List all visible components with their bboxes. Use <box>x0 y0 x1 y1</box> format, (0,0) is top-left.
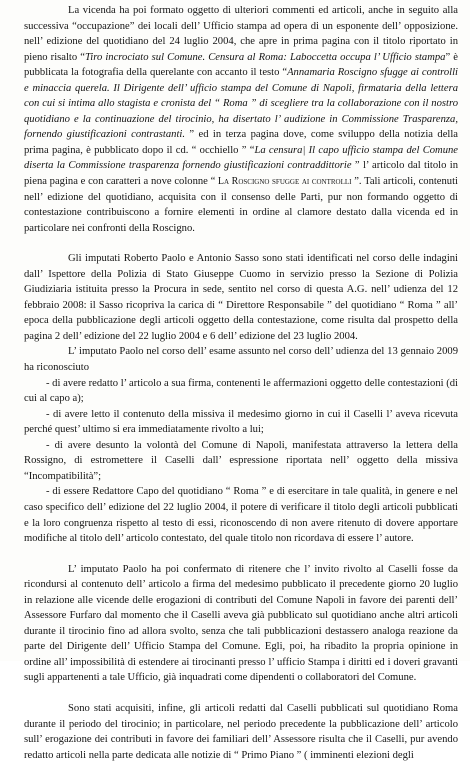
list-item-admission-3: - di avere desunto la volontà del Comune di Napoli, manifestata attraverso la lettera della Rossigno, di estromettere il Caselli dall’ espressione riportata nell’ oggetto della missiva “Incompatibilità”; <box>24 439 458 482</box>
paragraph-paolo-examination: L’ imputato Paolo nel corso dell’ esame assunto nel corso dell’ udienza del 13 gennaio 2009 ha riconosciuto <box>24 346 458 374</box>
list-item-admission-1: - di avere redatto l’ articolo a sua firma, contenenti le affermazioni oggetto delle contestazioni (di cui al capo a); <box>24 377 459 405</box>
p1-text-i: ”. Tali articoli, contenuti nell’ edizione del quotidiano, acquisita con il consenso delle Parti, pur non formando oggetto di contestazione contribuiscono a fornire elementi in ordine al clamore destato dalla vicenda ed in particolare nei confronti della Roscigno. <box>24 176 458 234</box>
paragraph-paolo-confirmation: L’ imputato Paolo ha poi confermato di ritenere che l’ invito rivolto al Caselli fosse da ricondursi al contenuto dell’ articolo a firma del medesimo pubblicato il precedente giorno 20 luglio in relazione alle vicende delle erogazioni di contributi del Comune Napoli in favore dei parenti dell’ Assessore Furfaro dal momento che il Caselli aveva già pubblicato sul quotidiano anche altri articoli durante il tirocinio fino ad allora svolto, senza che tali pubblicazioni destassero analoga reazione da parte del Dirigente dell’ Ufficio Stampa del Comune. Egli, poi, ha ribadito la propria opinione in ordine all’ impossibilità di estendere ai tirocinanti presso l’ ufficio Stampa i diritti ed i doveri gravanti sugli appartenenti a tale Ufficio, già inquadrati come dipendenti o collaboratori del Comune. <box>24 563 458 684</box>
list-item-admission-2: - di avere letto il contenuto della missiva il medesimo giorno in cui il Caselli l’ aveva ricevuta perché quest’ ultimo si era immediatamente rivolto a lui; <box>24 408 458 436</box>
p1-nine-column-title: La Roscigno sfugge ai controlli <box>215 176 352 188</box>
p1-photo-caption: Annamaria Roscigno sfugge ai controlli e minaccia querela. Il Dirigente dell’ ufficio stampa del Comune di Napoli, firmataria della lettera con cui si intima allo stagista e cronista del “ Roma ” di scegliere tra la collaborazione con il nostro quotidiano e la continuazione del tirocinio, ha disertato l’ audizione in Commissione Trasparenza, fornendo giustificazioni contrastanti. <box>24 67 458 141</box>
paragraph-acquired-articles: Sono stati acquisiti, infine, gli articoli redatti dal Caselli pubblicati sul quotidiano Roma durante il periodo del tirocinio; in particolare, nel periodo precedente la pubblicazione dell’ articolo sull’ erogazione dei contributi in favore dei familiari dell’ Assessore risulta che il Caselli, pur avendo redatto articoli nella parte dedicata alle notizie di “ Primo Piano ” ( imminenti elezioni degli <box>24 702 458 761</box>
p1-text-a: La vicenda ha poi formato oggetto di ulteriori commenti ed articoli, anche in seguito alla successiva “occupazione” dei locali dell’ Ufficio stampa ad opera di un esponente dell’ opposizione. nell’ edizione del quotidiano del 24 luglio 2004, che apre in prima pagina con il titolo riportato in pieno risalto “ <box>24 5 458 63</box>
paragraph-articles-context <box>24 3 458 236</box>
p1-text-c: ” è pubblicata la fotografia della querelante con accanto il testo “ <box>24 51 458 79</box>
p1-text-e: ” ed in terza pagina dove, come sviluppo della notizia della prima pagina, è pubblicato dopo il cd. “ occhiello ” “ <box>24 129 458 156</box>
list-item-admission-4: - di essere Redattore Capo del quotidiano “ Roma ” e di esercitare in tale qualità, in genere e nel caso specifico dell’ edizione del 22 luglio 2004, il potere di verificare il titolo degli articoli pubblicati e la loro congruenza rispetto al testo di essi, riconoscendo di non avere ritenuto di dovere apportare modifiche al titolo dell’ articolo contestato, del quale titolo non ricordava di essere l’ autore. <box>24 486 458 545</box>
p1-text-g: ” l’ articolo dal titolo in piena pagina e con caratteri a nove colonne “ <box>24 160 458 188</box>
p1-headline-front-page: Tiro incrociato sul Comune. Censura al Roma: Laboccetta occupa l’ Ufficio stampa <box>84 51 446 63</box>
paragraph-defendants-identified: Gli imputati Roberto Paolo e Antonio Sasso sono stati identificati nel corso delle indagini dall’ Ispettore della Polizia di Stato Giuseppe Cuomo in servizio presso la Sezione di Polizia Giudiziaria istituita presso la Procura in sede, sentito nel corso di questa A.G. nell’ udienza del 12 febbraio 2008: il Sasso ricopriva la carica di “ Direttore Responsabile ” del quotidiano “ Roma ” all’ epoca della pubblicazione degli articoli oggetto della contestazione, come risulta dal prospetto della pagina 2 dell’ edizione del 22 luglio 2004 e 6 dell’ edizione del 23 luglio 2004. <box>24 253 458 342</box>
p1-occhiello-text: La censura| Il capo ufficio stampa del Comune diserta la Commissione trasparenza fornendo giustificazioni contraddittorie <box>24 144 459 172</box>
